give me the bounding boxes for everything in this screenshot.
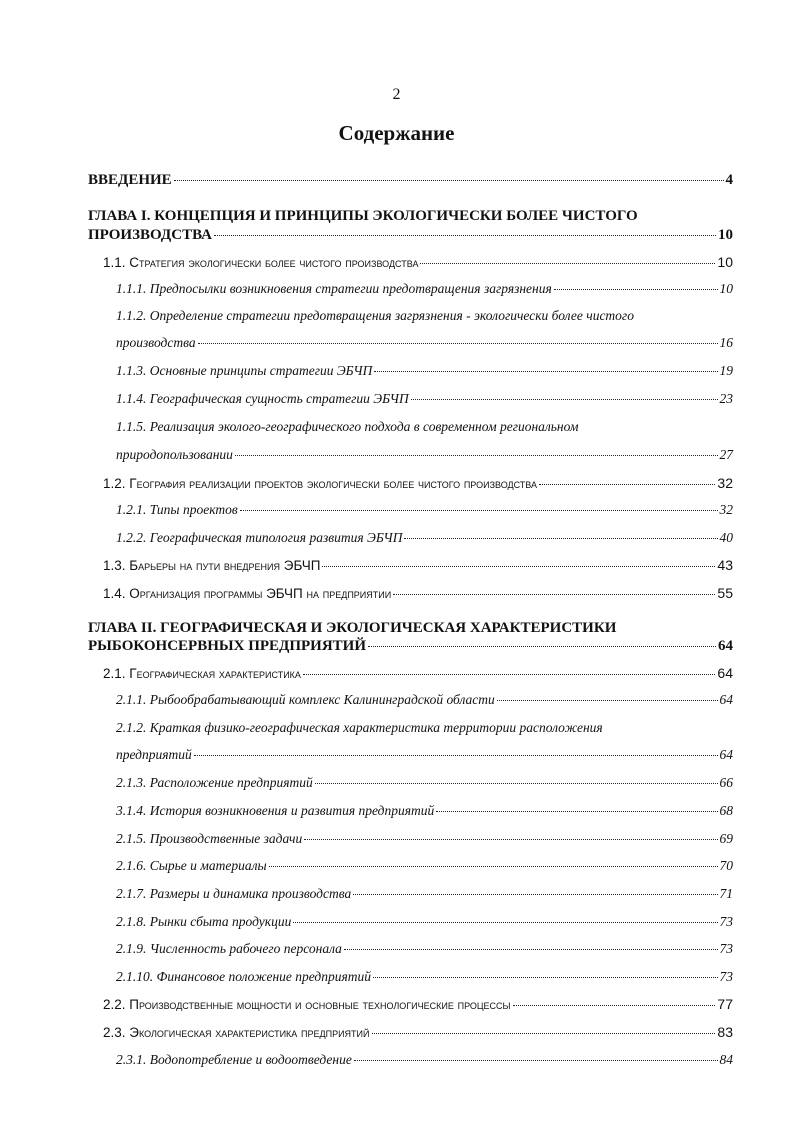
page-title: Содержание [338, 121, 455, 145]
toc-entry-page: 10 [718, 227, 733, 243]
toc-entry-title: 2.1.7. Размеры и динамика производства [116, 886, 352, 901]
toc-subsection-1-2-2[interactable] [116, 530, 733, 546]
toc-entry-title: 1.1.1. Предпосылки возникновения стратегии предотвращения загрязнения [116, 281, 552, 296]
toc-entry-title: 1.1. Стратегия экологически более чистого производства [103, 255, 419, 270]
toc-entry-page: 32 [719, 502, 733, 517]
toc-entry-title: 2.1.10. Финансовое положение предприятий [116, 969, 372, 984]
toc-entry-page: 66 [719, 775, 733, 790]
toc-section-1-3[interactable] [103, 557, 733, 573]
toc-entry-page: 19 [719, 363, 733, 378]
toc-entry-page: 27 [719, 447, 733, 462]
toc-subsection-1-1-3[interactable] [116, 363, 733, 379]
toc-subsection-1-1-1[interactable] [116, 281, 733, 297]
toc-entry-page: 70 [719, 858, 733, 873]
toc-entry-title: РЫБОКОНСЕРВНЫХ ПРЕДПРИЯТИЙ [88, 638, 367, 654]
toc-entry-title: 2.1.8. Рынки сбыта продукции [116, 914, 292, 929]
toc-entry-page: 73 [719, 969, 733, 984]
toc-entry-page: 64 [718, 638, 733, 654]
toc-entry-page: 84 [719, 1052, 733, 1067]
toc-section-2-3[interactable] [103, 1024, 733, 1040]
toc-entry-title: 2.3.1. Водопотребление и водоотведение [116, 1052, 352, 1067]
toc-subsection-2-1-6[interactable] [116, 858, 733, 874]
toc-subsection-1-1-4[interactable] [116, 391, 733, 407]
toc-subsection-2-1-7[interactable] [116, 886, 733, 902]
toc-entry-page: 43 [717, 557, 733, 573]
toc-entry-title: производства [116, 335, 196, 350]
toc-subsection-1-1-2-line1[interactable]: 1.1.2. Определение стратегии предотвращения загрязнения - экологически более чистого [116, 308, 634, 323]
toc-entry-page: 40 [719, 530, 733, 545]
toc-entry-page: 32 [717, 475, 733, 491]
toc-entry-title: 2.1.3. Расположение предприятий [116, 775, 313, 790]
toc-chapter-1-line1[interactable]: ГЛАВА I. КОНЦЕПЦИЯ И ПРИНЦИПЫ ЭКОЛОГИЧЕСКИ БОЛЕЕ ЧИСТОГО [88, 208, 638, 224]
toc-entry-title: 2.1.6. Сырье и материалы [116, 858, 267, 873]
page-number: 2 [392, 86, 401, 103]
toc-entry-title: 1.4. Организация программы ЭБЧП на предприятии [103, 586, 392, 601]
toc-entry-page: 23 [719, 391, 733, 406]
toc-subsection-2-3-1[interactable] [116, 1052, 733, 1068]
toc-entry-page: 64 [719, 692, 733, 707]
toc-entry-page: 10 [719, 281, 733, 296]
toc-entry-page: 73 [719, 941, 733, 956]
toc-subsection-1-1-5-line1[interactable]: 1.1.5. Реализация эколого-географического подхода в современном региональном [116, 419, 579, 434]
toc-subsection-1-1-2[interactable] [116, 335, 733, 351]
toc-entry-title: 1.2. География реализации проектов экологически более чистого производства [103, 476, 538, 491]
toc-section-1-2[interactable] [103, 475, 733, 491]
toc-entry-page: 68 [719, 803, 733, 818]
toc-entry-title: 3.1.4. История возникновения и развития предприятий [116, 803, 435, 818]
toc-subsection-1-1-5[interactable] [116, 447, 733, 463]
toc-chapter-2[interactable] [88, 638, 733, 655]
toc-entry-title: ПРОИЗВОДСТВА [88, 227, 212, 243]
toc-entry-page: 77 [717, 996, 733, 1012]
toc-entry-intro[interactable] [88, 172, 733, 189]
toc-entry-page: 64 [719, 747, 733, 762]
toc-subsection-2-1-3[interactable] [116, 775, 733, 791]
toc-entry-title: 1.1.3. Основные принципы стратегии ЭБЧП [116, 363, 373, 378]
toc-section-1-4[interactable] [103, 585, 733, 601]
toc-entry-page: 73 [719, 914, 733, 929]
toc-subsection-1-2-1[interactable] [116, 502, 733, 518]
toc-entry-page: 83 [717, 1024, 733, 1040]
toc-entry-page: 64 [717, 665, 733, 681]
toc-entry-title: 1.3. Барьеры на пути внедрения ЭБЧП [103, 558, 321, 573]
toc-chapter-2-line1[interactable]: ГЛАВА II. ГЕОГРАФИЧЕСКАЯ И ЭКОЛОГИЧЕСКАЯ ХАРАКТЕРИСТИКИ [88, 620, 617, 636]
toc-entry-title: 2.1.1. Рыбообрабатывающий комплекс Калининградской области [116, 692, 495, 707]
toc-subsection-2-1-9[interactable] [116, 941, 733, 957]
toc-subsection-2-1-5[interactable] [116, 831, 733, 847]
toc-entry-title: 1.2.1. Типы проектов [116, 502, 238, 517]
toc-entry-title: 2.2. Производственные мощности и основные технологические процессы [103, 997, 511, 1012]
toc-chapter-1[interactable] [88, 227, 733, 244]
toc-subsection-2-1-8[interactable] [116, 914, 733, 930]
toc-entry-page: 10 [717, 254, 733, 270]
toc-section-1-1[interactable] [103, 254, 733, 270]
toc-subsection-2-1-1[interactable] [116, 692, 733, 708]
toc-entry-page: 71 [719, 886, 733, 901]
toc-entry-title: ВВЕДЕНИЕ [88, 172, 172, 188]
toc-entry-title: природопользовании [116, 447, 233, 462]
toc-subsection-2-1-2-line1[interactable]: 2.1.2. Краткая физико-географическая характеристика территории расположения [116, 720, 603, 735]
toc-entry-title: 2.1.5. Производственные задачи [116, 831, 303, 846]
toc-entry-page: 69 [719, 831, 733, 846]
toc-entry-title: 1.2.2. Географическая типология развития ЭБЧП [116, 530, 403, 545]
toc-entry-title: 1.1.4. Географическая сущность стратегии ЭБЧП [116, 391, 409, 406]
toc-entry-page: 16 [719, 335, 733, 350]
toc-entry-title: 2.3. Экологическая характеристика предприятий [103, 1025, 370, 1040]
toc-subsection-2-1-10[interactable] [116, 969, 733, 985]
toc-entry-page: 4 [725, 172, 733, 188]
toc-entry-title: предприятий [116, 747, 192, 762]
toc-section-2-2[interactable] [103, 996, 733, 1012]
toc-subsection-3-1-4[interactable] [116, 803, 733, 819]
toc-section-2-1[interactable] [103, 665, 733, 681]
toc-entry-title: 2.1. Географическая характеристика [103, 666, 301, 681]
toc-entry-page: 55 [717, 585, 733, 601]
toc-entry-title: 2.1.9. Численность рабочего персонала [116, 941, 342, 956]
toc-subsection-2-1-2[interactable] [116, 747, 733, 763]
